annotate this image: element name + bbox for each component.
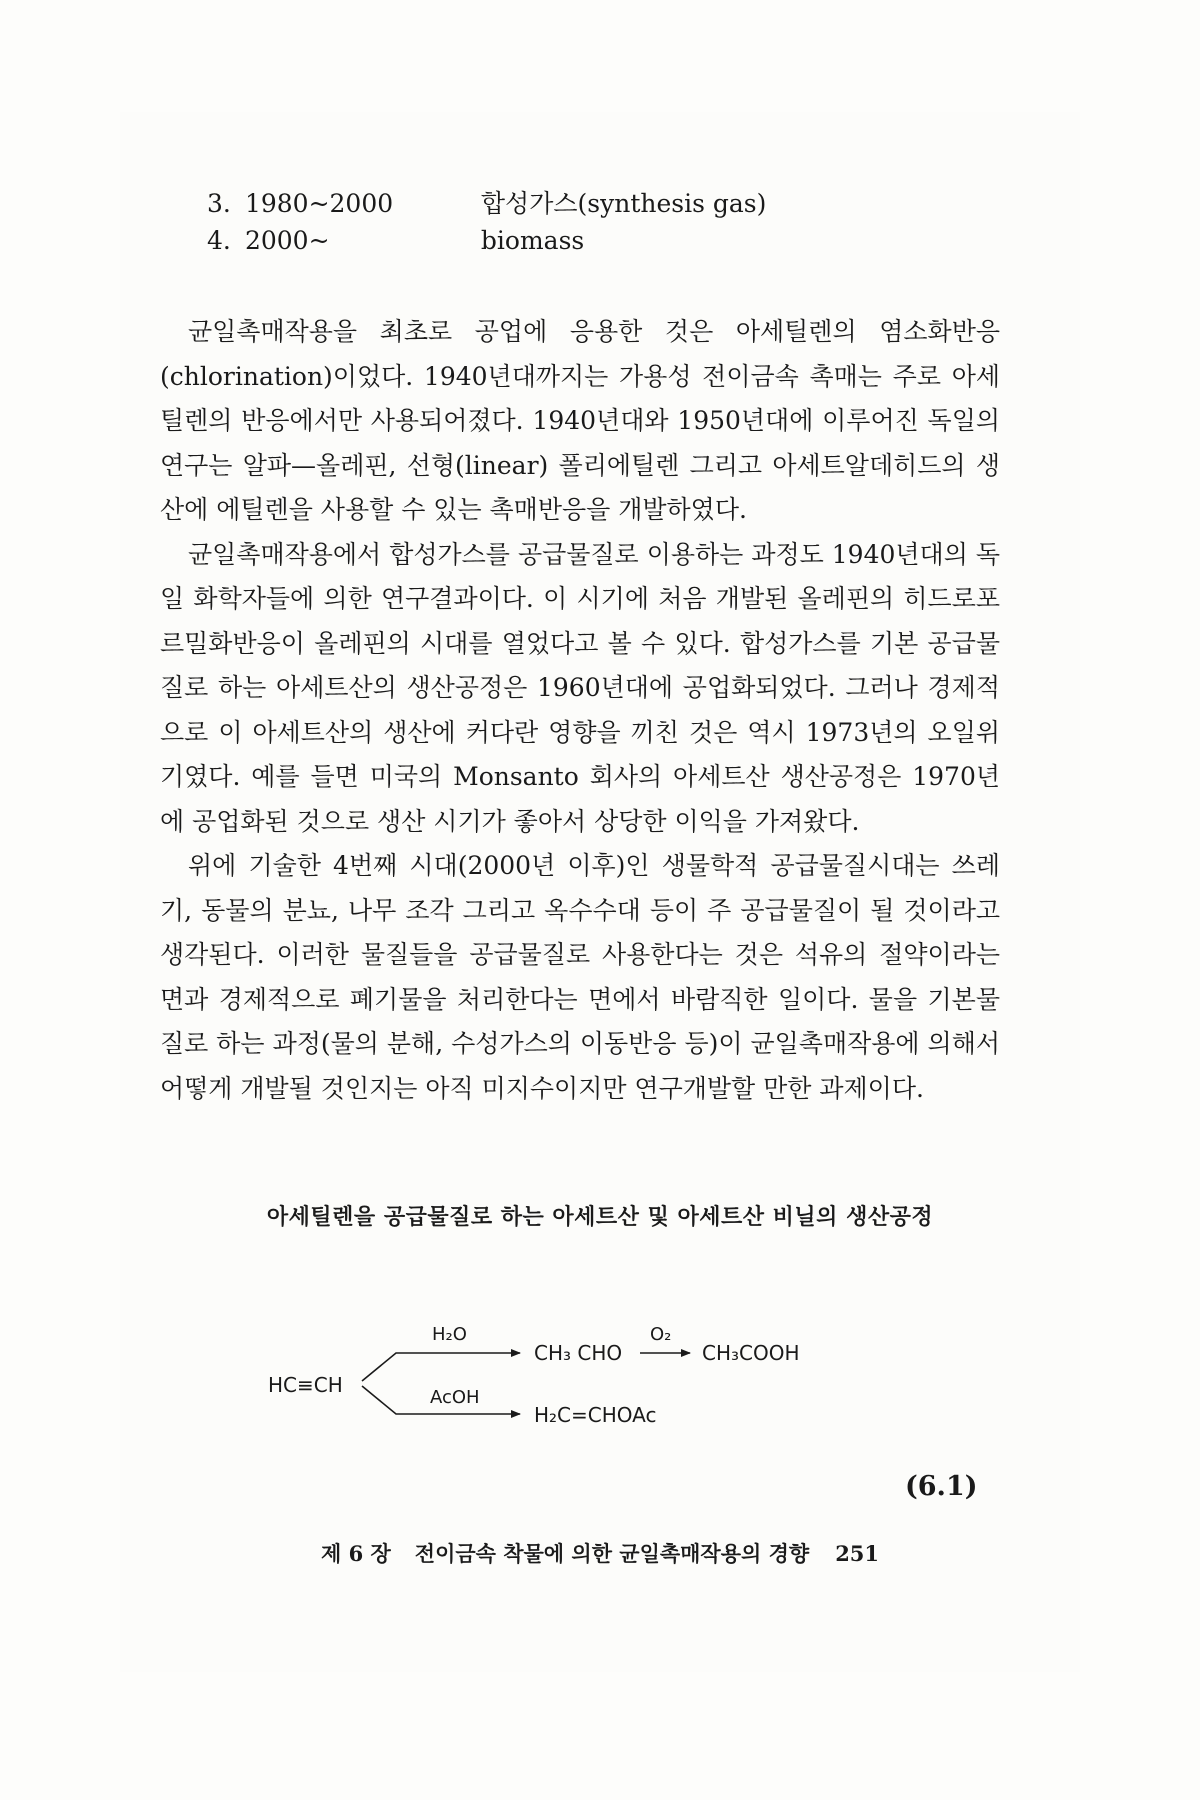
lower-product-vinyl-acetate: H₂C=CHOAc [534,1403,657,1427]
era-label: biomass [480,226,585,255]
page-number: 251 [835,1541,880,1566]
equation-number: (6.1) [905,1471,978,1502]
footer-title: 전이금속 착물에 의한 균일촉매작용의 경향 [414,1541,810,1566]
final-product-acetic-acid: CH₃COOH [702,1341,800,1365]
era-years: 1980~2000 [244,189,394,218]
figure-caption: 아세틸렌을 공급물질로 하는 아세트산 및 아세트산 비닐의 생산공정 [266,1205,934,1230]
upper-product-acetaldehyde: CH₃ CHO [534,1341,623,1365]
upper-reagent-water: H₂O [432,1324,467,1345]
oxidant-oxygen: O₂ [650,1324,672,1345]
era-label: 합성가스(synthesis gas) [480,189,767,218]
reactant-acetylene: HC≡CH [268,1373,343,1397]
paragraph-acetylene-era: 균일촉매작용을 최초로 공업에 응용한 것은 아세틸렌의 염소화반응(chlorination)이었다. 1940년대까지는 가용성 전이금속 촉매는 주로 아세틸렌의 반응에서만 사용되어졌다. 1940년대와 1950년대에 이루어진 독일의 연구는 알파—올레핀, 선형(linear) 폴리에틸렌 그리고 아세트알데히드의 생산에 에틸렌을 사용할 수 있는 촉매반응을 개발하였다. [160,317,1000,524]
upper-branch-arrow [362,1353,520,1381]
era-number: 4. [207,226,231,255]
lower-reagent-acoh: AcOH [430,1387,480,1408]
era-years: 2000~ [244,226,330,255]
era-number: 3. [207,189,231,218]
footer-chapter: 제 6 장 [320,1541,391,1566]
paragraph-biomass-era: 위에 기술한 4번째 시대(2000년 이후)인 생물학적 공급물질시대는 쓰레기, 동물의 분뇨, 나무 조각 그리고 옥수수대 등이 주 공급물질이 될 것이라고 생각된다. 이러한 물질들을 공급물질로 사용한다는 것은 석유의 절약이라는 면과 경제적으로 폐기물을 처리한다는 면에서 바람직한 일이다. 물을 기본물질로 하는 과정(물의 분해, 수성가스의 이동반응 등)이 균일촉매작용에 의해서 어떻게 개발될 것인지는 아직 미지수이지만 연구개발할 만한 과제이다. [160,851,1000,1103]
running-footer [120,1537,1080,1571]
paragraph-synthesis-gas: 균일촉매작용에서 합성가스를 공급물질로 이용하는 과정도 1940년대의 독일 화학자들에 의한 연구결과이다. 이 시기에 처음 개발된 올레핀의 히드로포르밀화반응이 올레핀의 시대를 열었다고 볼 수 있다. 합성가스를 기본 공급물질로 하는 아세트산의 생산공정은 1960년대에 공업화되었다. 그러나 경제적으로 이 아세트산의 생산에 커다란 영향을 끼친 것은 역시 1973년의 오일위기였다. 예를 들면 미국의 Monsanto 회사의 아세트산 생산공정은 1970년에 공업화된 것으로 생산 시기가 좋아서 상당한 이익을 가져왔다. [160,539,1000,836]
